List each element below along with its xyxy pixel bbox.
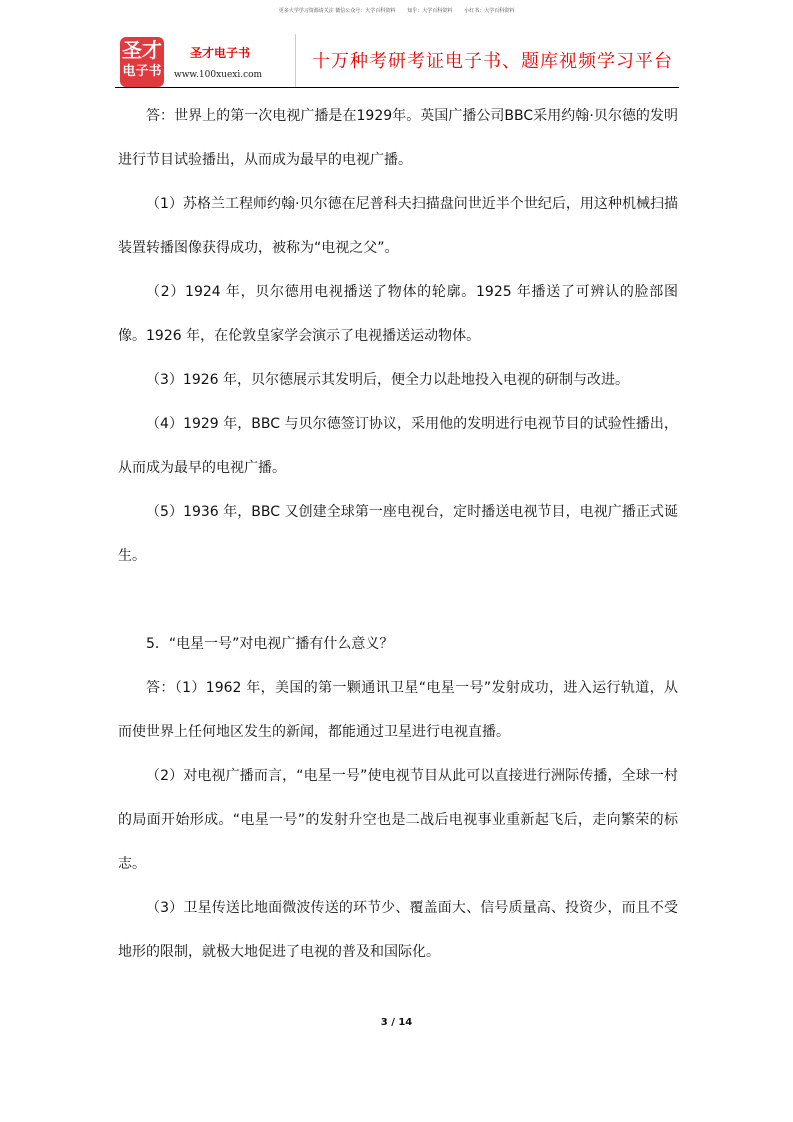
brand-box bbox=[164, 34, 296, 88]
paragraph: 答：世界上的第一次电视广播是在1929年。英国广播公司BBC采用约翰·贝尔德的发明进行节目试验播出，从而成为最早的电视广播。 bbox=[118, 108, 678, 168]
question-heading: 5．“电星一号”对电视广播有什么意义？ bbox=[146, 636, 394, 652]
paragraph: （1）苏格兰工程师约翰·贝尔德在尼普科夫扫描盘问世近半个世纪后，用这种机械扫描装置转播图像获得成功，被称为“电视之父”。 bbox=[118, 196, 678, 256]
brand-url[interactable]: www.100xuexi.com bbox=[174, 70, 263, 80]
logo-line2: 电子书 bbox=[122, 64, 162, 79]
document-body bbox=[118, 94, 678, 974]
paragraph: （3）卫星传送比地面微波传送的环节少、覆盖面大、信号质量高、投资少，而且不受地形的限制，就极大地促进了电视的普及和国际化。 bbox=[118, 900, 678, 960]
paragraph: （5）1936 年，BBC 又创建全球第一座电视台，定时播送电视节目，电视广播正式诞生。 bbox=[118, 504, 678, 564]
notice-zhihu: 知乎：大学百科资料 bbox=[407, 8, 453, 14]
paragraph: （3）1926 年，贝尔德展示其发明后，便全力以赴地投入电视的研制与改进。 bbox=[146, 372, 629, 388]
header-divider bbox=[115, 87, 679, 88]
paragraph: 答：（1）1962 年，美国的第一颗通讯卫星“电星一号”发射成功，进入运行轨道，从而使世界上任何地区发生的新闻，都能通过卫星进行电视直播。 bbox=[118, 680, 678, 740]
notice-xiaohongshu: 小红书：大学百科资料 bbox=[464, 8, 515, 14]
paragraph: （4）1929 年，BBC 与贝尔德签订协议，采用他的发明进行电视节目的试验性播出，从而成为最早的电视广播。 bbox=[118, 416, 678, 476]
brand-name: 圣才电子书 bbox=[190, 46, 251, 60]
paragraph: （2）1924 年，贝尔德用电视播送了物体的轮廓。1925 年播送了可辨认的脸部图像。1926 年，在伦敦皇家学会演示了电视播送运动物体。 bbox=[118, 284, 678, 344]
paragraph: （2）对电视广播而言，“电星一号”使电视节目从此可以直接进行洲际传播，全球一村的局面开始形成。“电星一号”的发射升空也是二战后电视事业重新起飞后，走向繁荣的标志。 bbox=[118, 768, 678, 872]
header-notice bbox=[0, 7, 793, 14]
page-number: 3 / 14 bbox=[380, 1017, 413, 1028]
notice-wechat: 更多大学学习资源请关注 微信公众号：大学百科资料 bbox=[278, 8, 396, 14]
logo bbox=[120, 37, 164, 87]
logo-line1: 圣才 bbox=[122, 38, 162, 62]
slogan: 十万种考研考证电子书、题库视频学习平台 bbox=[312, 51, 673, 72]
